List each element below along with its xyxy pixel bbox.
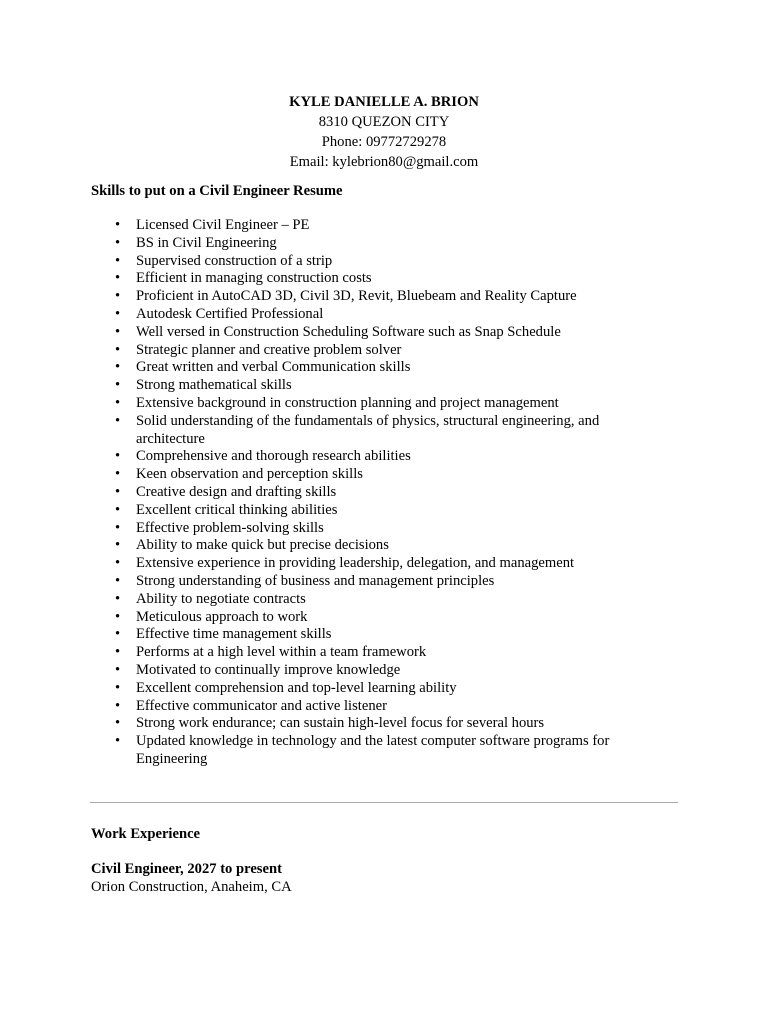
skill-item <box>91 377 651 395</box>
bullet-icon: • <box>115 519 121 536</box>
skill-item <box>91 235 651 253</box>
skill-item <box>91 270 651 288</box>
skill-text: Effective communicator and active listener <box>136 697 387 714</box>
skill-item <box>91 253 651 271</box>
bullet-icon: • <box>115 323 121 340</box>
skill-text: Keen observation and perception skills <box>136 466 363 483</box>
skill-item <box>91 484 651 502</box>
skill-text: Proficient in AutoCAD 3D, Civil 3D, Revit, Bluebeam and Reality Capture <box>136 288 577 305</box>
bullet-icon: • <box>115 715 121 732</box>
work-experience-heading: Work Experience <box>91 826 201 842</box>
skill-text: Strong work endurance; can sustain high-level focus for several hours <box>136 715 545 732</box>
skill-text: Great written and verbal Communication skills <box>136 359 411 376</box>
bullet-icon: • <box>115 270 121 287</box>
skill-text: Autodesk Certified Professional <box>136 305 324 322</box>
bullet-icon: • <box>115 483 121 500</box>
skill-text: Performs at a high level within a team framework <box>136 644 427 661</box>
skill-item <box>91 359 651 377</box>
skill-text: Effective problem-solving skills <box>136 519 324 536</box>
bullet-icon: • <box>115 626 121 643</box>
bullet-icon: • <box>115 305 121 322</box>
bullet-icon: • <box>115 394 121 411</box>
skill-item <box>91 573 651 591</box>
skill-item <box>91 537 651 555</box>
skill-text: Licensed Civil Engineer – PE <box>136 217 310 233</box>
section-divider <box>90 802 678 803</box>
bullet-icon: • <box>115 697 121 714</box>
candidate-email: Email: kylebrion80@gmail.com <box>289 154 479 170</box>
skill-text: Motivated to continually improve knowledge <box>136 661 401 678</box>
skill-item <box>91 413 651 449</box>
bullet-icon: • <box>115 661 121 678</box>
skill-text: Creative design and drafting skills <box>136 483 337 500</box>
skill-text: Efficient in managing construction costs <box>136 270 372 287</box>
job-company: Orion Construction, Anaheim, CA <box>91 879 292 895</box>
bullet-icon: • <box>115 644 121 661</box>
candidate-address: 8310 QUEZON CITY <box>318 114 450 130</box>
skill-item <box>91 662 651 680</box>
bullet-icon: • <box>115 359 121 376</box>
skill-item <box>91 342 651 360</box>
skill-item <box>91 395 651 413</box>
skills-heading: Skills to put on a Civil Engineer Resume <box>91 183 343 199</box>
bullet-icon: • <box>115 466 121 483</box>
skill-item <box>91 324 651 342</box>
skill-text: Excellent critical thinking abilities <box>136 501 338 518</box>
bullet-icon: • <box>115 679 121 696</box>
skill-item <box>91 644 651 662</box>
skill-text: Effective time management skills <box>136 626 332 643</box>
candidate-name: KYLE DANIELLE A. BRION <box>289 94 479 110</box>
skill-text: Comprehensive and thorough research abilities <box>136 448 411 465</box>
skill-item <box>91 502 651 520</box>
candidate-phone: Phone: 09772729278 <box>321 134 447 150</box>
skill-item <box>91 609 651 627</box>
bullet-icon: • <box>115 217 121 233</box>
bullet-icon: • <box>115 377 121 394</box>
skill-item <box>91 698 651 716</box>
bullet-icon: • <box>115 537 121 554</box>
skill-text: Ability to negotiate contracts <box>136 590 306 607</box>
skills-list <box>91 217 651 769</box>
skill-text: Meticulous approach to work <box>136 608 308 625</box>
bullet-icon: • <box>115 555 121 572</box>
skill-item <box>91 591 651 609</box>
bullet-icon: • <box>115 572 121 589</box>
skill-item <box>91 715 651 733</box>
skill-item <box>91 520 651 538</box>
skill-item <box>91 306 651 324</box>
bullet-icon: • <box>115 252 121 269</box>
skill-item <box>91 466 651 484</box>
bullet-icon: • <box>115 412 121 429</box>
skill-text: Updated knowledge in technology and the latest computer software programs for Engineering <box>136 733 610 767</box>
bullet-icon: • <box>115 341 121 358</box>
skill-text: Solid understanding of the fundamentals of physics, structural engineering, and architecture <box>136 412 600 447</box>
skill-text: Strong mathematical skills <box>136 377 292 394</box>
skill-text: Strong understanding of business and management principles <box>136 572 495 589</box>
skill-text: Ability to make quick but precise decisions <box>136 537 389 554</box>
bullet-icon: • <box>115 501 121 518</box>
skill-item <box>91 680 651 698</box>
bullet-icon: • <box>115 448 121 465</box>
skill-text: Extensive experience in providing leadership, delegation, and management <box>136 555 575 572</box>
skill-text: Strategic planner and creative problem solver <box>136 341 402 358</box>
skill-text: Well versed in Construction Scheduling Software such as Snap Schedule <box>136 323 561 340</box>
bullet-icon: • <box>115 234 121 251</box>
resume-header <box>0 92 768 172</box>
skill-item <box>91 733 651 769</box>
skill-text: Supervised construction of a strip <box>136 252 333 269</box>
skill-item <box>91 448 651 466</box>
skill-text: Extensive background in construction planning and project management <box>136 394 559 411</box>
bullet-icon: • <box>115 608 121 625</box>
skill-text: Excellent comprehension and top-level learning ability <box>136 679 457 696</box>
skill-item <box>91 555 651 573</box>
job-title: Civil Engineer, 2027 to present <box>91 861 282 877</box>
bullet-icon: • <box>115 288 121 305</box>
skill-item <box>91 217 651 235</box>
bullet-icon: • <box>115 590 121 607</box>
skill-text: BS in Civil Engineering <box>136 234 277 251</box>
bullet-icon: • <box>115 733 121 750</box>
skill-item <box>91 626 651 644</box>
skill-item <box>91 288 651 306</box>
